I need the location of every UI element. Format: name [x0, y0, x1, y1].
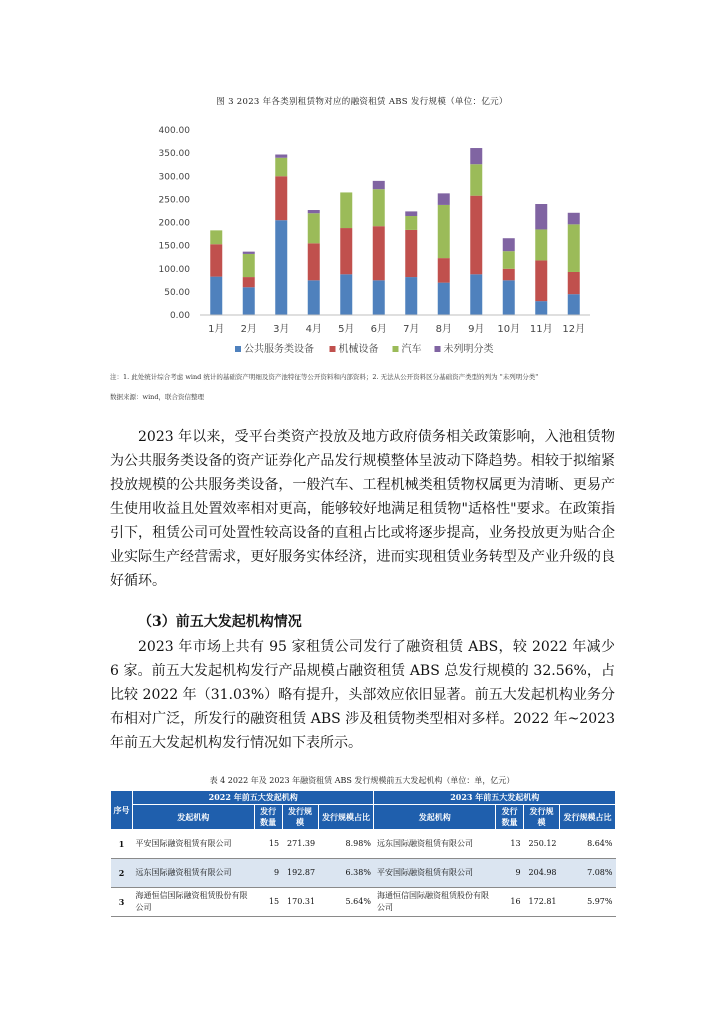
row-no: 3 — [111, 888, 133, 917]
share-2022: 5.64% — [318, 888, 374, 917]
legend-label: 机械设备 — [338, 344, 379, 355]
bar-segment — [438, 283, 450, 315]
bar-segment — [503, 280, 515, 315]
chart-legend — [235, 342, 494, 355]
bar-segment — [340, 274, 352, 315]
header-org-2022: 发起机构 — [132, 805, 254, 830]
org-2023: 海通恒信国际融资租赁股份有限公司 — [374, 888, 496, 917]
figure-source: 数据来源：wind，联合资信整理 — [110, 393, 204, 401]
bar-segment — [373, 189, 385, 226]
bar-segment — [535, 260, 547, 301]
bar-segment — [470, 274, 482, 315]
bar-segment — [210, 230, 222, 244]
org-2022: 平安国际融资租赁有限公司 — [132, 830, 254, 859]
bar-segment — [503, 269, 515, 281]
count-2023: 16 — [496, 888, 524, 917]
scale-2022: 192.87 — [282, 859, 318, 888]
x-tick-label: 5月 — [338, 324, 355, 335]
count-2023: 13 — [496, 830, 524, 859]
legend-label: 未列明分类 — [443, 344, 494, 355]
figure-note: 注：1. 此处统计综合考虑 wind 统计的基础资产明细及资产池特征等公开资料和内部资料；2. 无法从公开资料区分基础资产类型的列为 "未列明分类" — [110, 373, 539, 381]
y-tick-label: 100.00 — [158, 264, 190, 275]
org-2023: 平安国际融资租赁有限公司 — [374, 859, 496, 888]
bar-segment — [438, 193, 450, 205]
bar-segment — [308, 213, 320, 243]
bar-segment — [470, 164, 482, 195]
legend-swatch — [330, 346, 336, 352]
count-2022: 15 — [254, 830, 282, 859]
x-tick-label: 9月 — [468, 324, 485, 335]
y-tick-label: 200.00 — [158, 218, 190, 229]
x-axis — [200, 315, 590, 335]
bar-segment — [210, 277, 222, 315]
header-group-2023: 2023 年前五大发起机构 — [374, 791, 616, 805]
share-2023: 8.64% — [560, 830, 616, 859]
scale-2023: 250.12 — [524, 830, 560, 859]
x-tick-label: 11月 — [529, 324, 553, 335]
header-group-2022: 2022 年前五大发起机构 — [132, 791, 373, 805]
y-tick-label: 300.00 — [158, 172, 190, 183]
table-row — [111, 888, 616, 917]
body-paragraph-1: 2023 年以来，受平台类资产投放及地方政府债务相关政策影响，入池租赁物为公共服务类设备的资产证券化产品发行规模整体呈波动下降趋势。相较于拟缩紧投放规模的公共服务类设备，一般汽车、工程机械类租赁物权属更为清晰、更易产生使用收益且处置效率相对更高，能够较好地满足租赁物"适格性"要求。在政策指引下，租赁公司可处置性较高设备的直租占比或将逐步提高，业务投放更为贴合企业实际生产经营需求，更好服务实体经济，进而实现租赁业务转型及产业升级的良好循环。 — [110, 429, 615, 589]
bar-segment — [340, 228, 352, 274]
scale-2023: 204.98 — [524, 859, 560, 888]
bar-segment — [470, 148, 482, 164]
share-2023: 5.97% — [560, 888, 616, 917]
bar-segment — [438, 205, 450, 258]
bar-segment — [340, 192, 352, 228]
bar-segment — [503, 251, 515, 269]
bar-segment — [210, 244, 222, 276]
legend-swatch — [435, 346, 441, 352]
x-tick-label: 1月 — [208, 324, 225, 335]
bar-segment — [568, 224, 580, 272]
bar-segment — [535, 301, 547, 315]
bar-segment — [275, 155, 287, 158]
bar-segment — [275, 176, 287, 220]
org-2023: 远东国际融资租赁有限公司 — [374, 830, 496, 859]
bar-segment — [535, 229, 547, 260]
x-tick-label: 2月 — [240, 324, 257, 335]
legend-label: 公共服务类设备 — [244, 344, 314, 355]
y-tick-label: 400.00 — [158, 126, 190, 136]
y-axis — [159, 126, 191, 321]
header-scale-2022: 发行规模 — [282, 805, 318, 830]
y-tick-label: 0.00 — [169, 311, 190, 321]
x-tick-label: 4月 — [305, 324, 322, 335]
bar-segment — [405, 277, 417, 315]
figure-caption: 图 3 2023 年各类别租赁物对应的融资租赁 ABS 发行规模（单位：亿元） — [216, 97, 508, 107]
y-tick-label: 250.00 — [158, 195, 190, 206]
bar-segment — [373, 181, 385, 189]
bar-segment — [308, 280, 320, 315]
bar-segment — [308, 210, 320, 213]
y-tick-label: 50.00 — [164, 287, 190, 298]
row-no: 1 — [111, 830, 133, 859]
stacked-bar-chart — [150, 118, 600, 368]
legend-swatch — [235, 346, 241, 352]
x-tick-label: 6月 — [370, 324, 387, 335]
bar-segment — [438, 258, 450, 283]
header-count-2023: 发行数量 — [496, 805, 524, 830]
header-scale-2023: 发行规模 — [524, 805, 560, 830]
bar-segment — [308, 243, 320, 280]
bar-segment — [470, 196, 482, 275]
x-tick-label: 7月 — [403, 324, 420, 335]
y-tick-label: 350.00 — [158, 149, 190, 160]
bar-segment — [243, 277, 255, 287]
bar-segment — [373, 226, 385, 280]
header-org-2023: 发起机构 — [374, 805, 496, 830]
bar-segment — [275, 158, 287, 177]
legend-swatch — [393, 346, 399, 352]
x-tick-label: 8月 — [435, 324, 452, 335]
scale-2022: 271.39 — [282, 830, 318, 859]
header-share-2022: 发行规模占比 — [318, 805, 374, 830]
bar-segment — [503, 238, 515, 251]
bar-segment — [405, 216, 417, 230]
bar-series-group — [210, 148, 580, 315]
x-tick-label: 12月 — [562, 324, 586, 335]
share-2022: 8.98% — [318, 830, 374, 859]
count-2022: 9 — [254, 859, 282, 888]
share-2022: 6.38% — [318, 859, 374, 888]
bar-segment — [535, 204, 547, 229]
top-five-originators-table — [110, 790, 616, 917]
bar-segment — [405, 211, 417, 216]
x-tick-label: 10月 — [497, 324, 521, 335]
table-row — [111, 859, 616, 888]
section-heading: （3）前五大发起机构情况 — [138, 614, 302, 630]
y-tick-label: 150.00 — [158, 241, 190, 252]
count-2023: 9 — [496, 859, 524, 888]
share-2023: 7.08% — [560, 859, 616, 888]
header-count-2022: 发行数量 — [254, 805, 282, 830]
bar-segment — [243, 254, 255, 277]
header-no: 序号 — [111, 791, 133, 830]
table-caption: 表 4 2022 年及 2023 年融资租赁 ABS 发行规模前五大发起机构（单位：单，亿元） — [209, 776, 515, 785]
bar-segment — [275, 220, 287, 315]
scale-2022: 170.31 — [282, 888, 318, 917]
body-paragraph-2: 2023 年市场上共有 95 家租赁公司发行了融资租赁 ABS，较 2022 年减少 6 家。前五大发起机构发行产品规模占融资租赁 ABS 总发行规模的 32.56%，占比较 2022 年（31.03%）略有提升，头部效应依旧显著。前五大发起机构业务分布相对广泛，所发行的融资租赁 ABS 涉及租赁物类型相对多样。2022 年~2023 年前五大发起机构发行情况如下表所示。 — [110, 639, 615, 751]
header-share-2023: 发行规模占比 — [560, 805, 616, 830]
bar-segment — [405, 230, 417, 277]
org-2022: 远东国际融资租赁有限公司 — [132, 859, 254, 888]
legend-label: 汽车 — [401, 344, 422, 355]
bar-segment — [243, 287, 255, 315]
row-no: 2 — [111, 859, 133, 888]
table-row — [111, 830, 616, 859]
bar-segment — [568, 294, 580, 315]
bar-segment — [568, 213, 580, 225]
count-2022: 15 — [254, 888, 282, 917]
x-tick-label: 3月 — [273, 324, 290, 335]
org-2022: 海通恒信国际融资租赁股份有限公司 — [132, 888, 254, 917]
bar-segment — [373, 280, 385, 315]
bar-segment — [243, 252, 255, 254]
scale-2023: 172.81 — [524, 888, 560, 917]
bar-segment — [568, 272, 580, 294]
